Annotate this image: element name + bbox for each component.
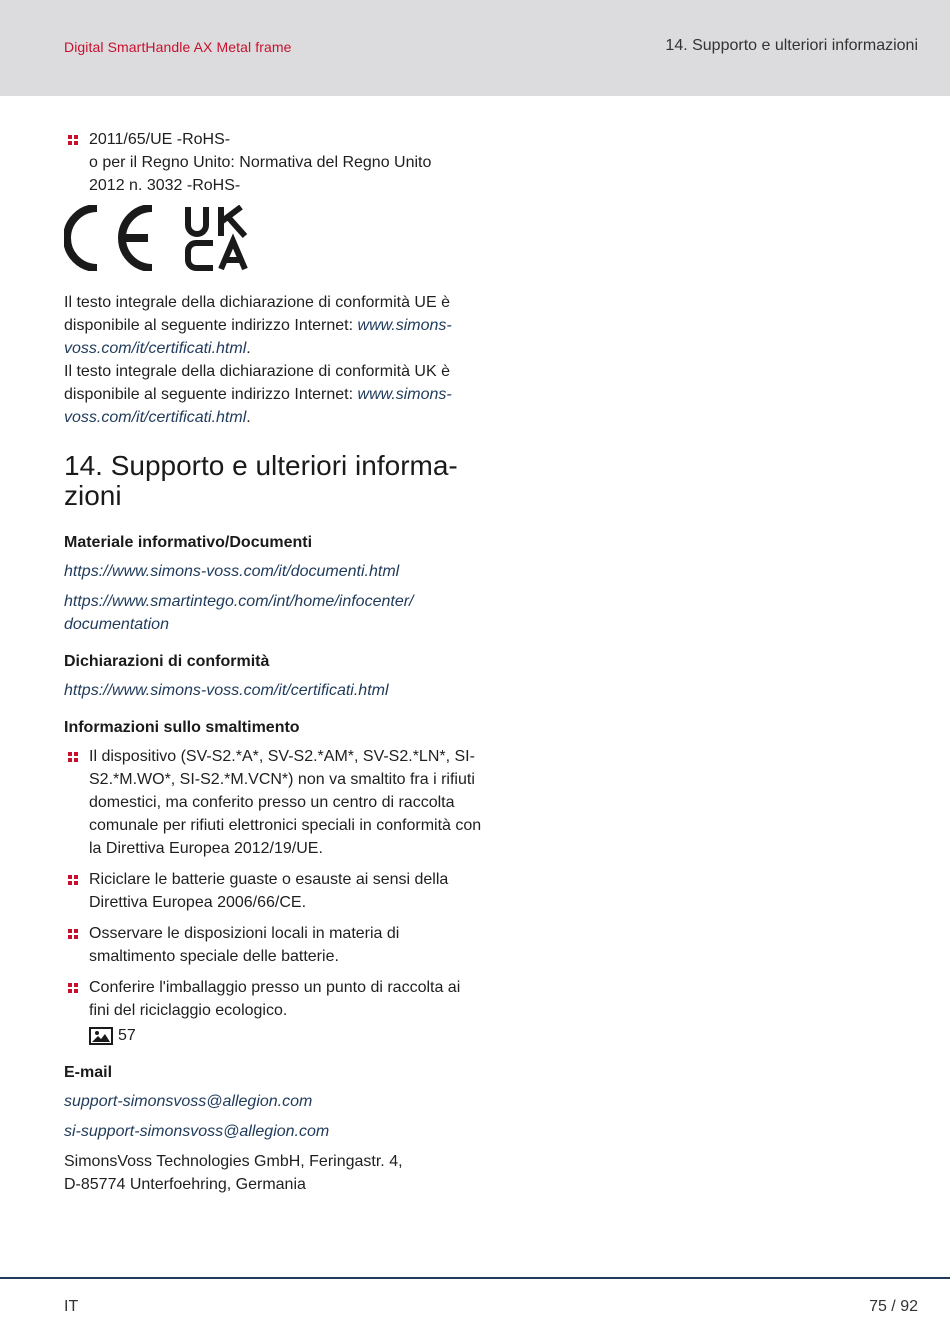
ce-mark-icon [64,205,156,271]
si-support-email-link[interactable]: si-support-simonsvoss@allegion.com [64,1123,330,1140]
section-heading: 14. Supporto e ulteriori informa- zioni [64,450,458,511]
page-header [0,0,950,96]
list-item: Osservare le disposizioni locali in materia di smaltimento speciale delle batterie. [64,922,484,968]
list-item: Conferire l'imballaggio presso un punto di raccolta ai fini del riciclaggio ecologico. [64,976,484,1022]
uk-certificate-link[interactable]: www.simons-voss.com/it/certificati.html [64,386,452,426]
certificates-link[interactable]: https://www.simons-voss.com/it/certificati.html [64,682,389,699]
product-title: Digital SmartHandle AX Metal frame [64,39,292,55]
infocenter-link[interactable]: https://www.smartintego.com/int/home/infocenter/ documentation [64,593,414,633]
rohs-bullet [64,128,484,197]
disposal-heading: Informazioni sullo smaltimento [64,719,300,736]
documents-link[interactable]: https://www.simons-voss.com/it/documenti.html [64,563,400,580]
bullet-icon [68,929,78,939]
materials-heading: Materiale informativo/Documenti [64,534,313,551]
eu-certificate-link[interactable]: www.simons-voss.com/it/certificati.html [64,317,452,357]
list-item: Il dispositivo (SV-S2.*A*, SV-S2.*AM*, SV-S2.*LN*, SI-S2.*M.WO*, SI-S2.*M.VCN*) non va smaltito fra i rifiuti domestici, ma conferito presso un centro di raccolta comunale per rifiuti elettronici speciali in conformità con la Direttiva Europea 2012/19/UE. [64,745,484,860]
support-email-link[interactable]: support-simonsvoss@allegion.com [64,1093,313,1110]
page-number: 75 / 92 [869,1298,918,1315]
bullet-icon [68,875,78,885]
eu-conformity-text: Il testo integrale della dichiarazione di conformità UE è disponibile al seguente indirizzo Internet: www.simons-voss.com/it/certificati.html. [64,294,452,357]
language-label: IT [64,1298,79,1315]
figure-number: 57 [118,1027,136,1044]
figure-reference[interactable] [64,1024,484,1047]
rohs-line: o per il Regno Unito: Normativa del Regno Unito [89,154,432,171]
image-icon [89,1027,113,1045]
company-address: SimonsVoss Technologies GmbH, Feringastr. 4, D-85774 Unterfoehring, Germania [64,1153,403,1193]
rohs-line: 2011/65/UE -RoHS- [89,131,231,148]
bullet-icon [68,752,78,762]
footer-divider [0,1277,950,1279]
list-item: Riciclare le batterie guaste o esauste ai sensi della Direttiva Europea 2006/66/CE. [64,868,484,914]
bullet-icon [68,135,78,145]
certification-logos [64,205,484,279]
email-heading: E-mail [64,1064,113,1081]
rohs-line: 2012 n. 3032 -RoHS- [89,177,241,194]
bullet-icon [68,983,78,993]
uk-conformity-text: Il testo integrale della dichiarazione di conformità UK è disponibile al seguente indirizzo Internet: www.simons-voss.com/it/certificati.html. [64,363,452,426]
main-content [64,128,484,1196]
chapter-title: 14. Supporto e ulteriori informazioni [665,37,918,54]
declarations-heading: Dichiarazioni di conformità [64,653,270,670]
ukca-mark-icon [184,205,250,271]
